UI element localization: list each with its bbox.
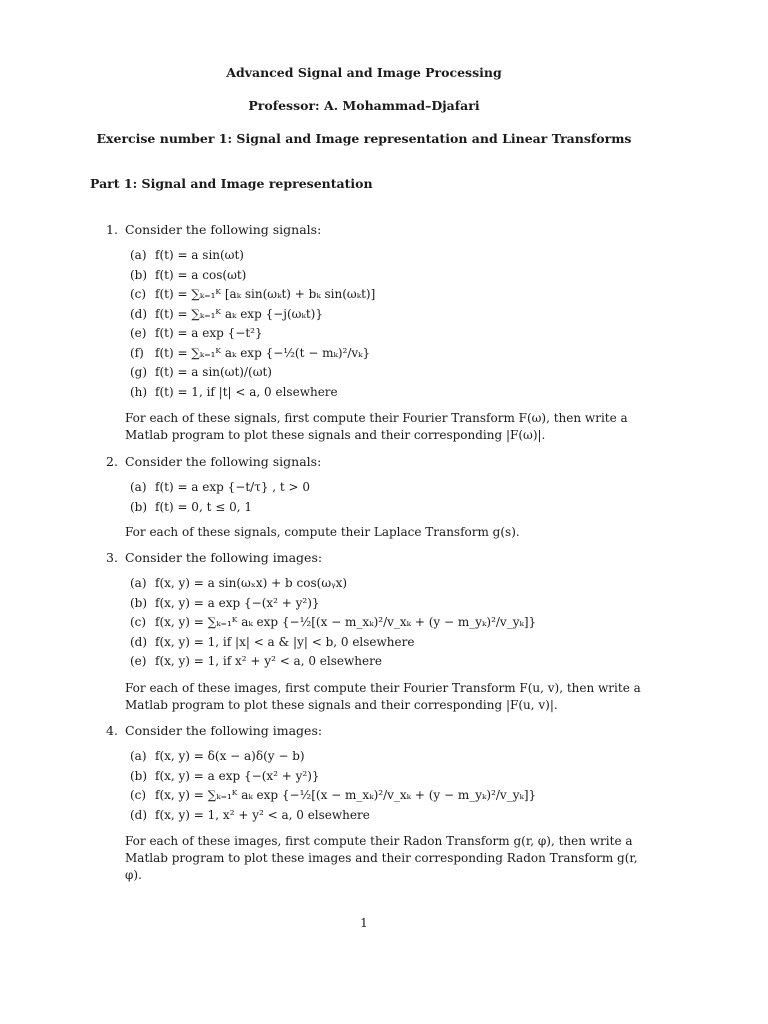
question-prompt: Consider the following images: xyxy=(125,550,323,565)
item-label: (c) xyxy=(130,615,147,629)
item-formula: f(x, y) = ∑ₖ₌₁ᴷ aₖ exp {−½[(x − m_xₖ)²/v_xₖ + (y − m_yₖ)²/v_yₖ]} xyxy=(155,788,537,802)
list-item xyxy=(130,786,536,806)
list-item xyxy=(130,613,536,633)
list-item xyxy=(130,344,375,364)
list-item xyxy=(130,747,536,767)
item-formula: f(t) = a cos(ωt) xyxy=(155,267,247,282)
question-4-note: For each of these images, first compute their Radon Transform g(r, φ), then write a Matlab program to plot these images and their corresponding Radon Transform g(r, φ). xyxy=(125,834,638,882)
item-label: (b) xyxy=(130,267,148,282)
question-1-items xyxy=(130,246,375,402)
question-prompt: Consider the following signals: xyxy=(125,454,322,469)
list-item xyxy=(130,652,536,672)
list-item xyxy=(130,383,375,403)
list-item xyxy=(130,478,310,498)
question-4 xyxy=(106,723,322,738)
item-formula: f(t) = 1, if |t| < a, 0 elsewhere xyxy=(155,384,338,399)
question-prompt: Consider the following images: xyxy=(125,723,323,738)
item-label: (h) xyxy=(130,384,148,399)
list-item xyxy=(130,574,536,594)
list-item xyxy=(130,305,375,325)
item-formula: f(t) = a exp {−t²} xyxy=(155,326,263,340)
list-item xyxy=(130,594,536,614)
question-3-note: For each of these images, first compute their Fourier Transform F(u, v), then write a Matlab program to plot these signals and their corresponding |F(u, v)|. xyxy=(125,681,641,712)
list-item xyxy=(130,363,375,383)
item-label: (d) xyxy=(130,807,148,822)
question-prompt: Consider the following signals: xyxy=(125,222,322,237)
item-label: (d) xyxy=(130,634,148,649)
item-label: (a) xyxy=(130,480,147,494)
list-item xyxy=(130,266,375,286)
question-1 xyxy=(106,222,321,237)
item-label: (a) xyxy=(130,248,147,262)
professor-line: Professor: A. Mohammad–Djafari xyxy=(248,98,480,113)
item-label: (b) xyxy=(130,595,148,610)
list-item xyxy=(130,806,536,826)
item-formula: f(x, y) = a exp {−(x² + y²)} xyxy=(155,595,320,610)
question-2 xyxy=(106,454,321,469)
question-3-items xyxy=(130,574,536,672)
item-label: (a) xyxy=(130,576,147,590)
list-item xyxy=(130,285,375,305)
list-item xyxy=(130,633,536,653)
item-label: (f) xyxy=(130,345,144,360)
item-formula: f(t) = a sin(ωt) xyxy=(155,248,244,262)
question-4-items xyxy=(130,747,536,825)
item-label: (b) xyxy=(130,499,148,514)
item-label: (g) xyxy=(130,365,148,379)
item-formula: f(x, y) = 1, if |x| < a & |y| < b, 0 elsewhere xyxy=(155,634,415,649)
item-label: (a) xyxy=(130,749,147,763)
question-number: 4. xyxy=(106,723,118,738)
item-formula: f(x, y) = 1, if x² + y² < a, 0 elsewhere xyxy=(155,654,382,668)
question-2-items xyxy=(130,478,310,517)
item-formula: f(t) = ∑ₖ₌₁ᴷ aₖ exp {−j(ωₖt)} xyxy=(155,306,323,321)
item-label: (b) xyxy=(130,768,148,783)
item-formula: f(t) = 0, t ≤ 0, 1 xyxy=(155,499,252,514)
question-3 xyxy=(106,550,322,565)
item-label: (e) xyxy=(130,654,147,668)
course-title: Advanced Signal and Image Processing xyxy=(226,65,502,80)
item-formula: f(t) = ∑ₖ₌₁ᴷ aₖ exp {−½(t − mₖ)²/vₖ} xyxy=(155,345,371,360)
list-item xyxy=(130,767,536,787)
item-formula: f(t) = a sin(ωt)/(ωt) xyxy=(155,365,272,379)
question-number: 3. xyxy=(106,550,118,565)
part-title: Part 1: Signal and Image representation xyxy=(90,176,373,191)
list-item xyxy=(130,246,375,266)
item-formula: f(t) = ∑ₖ₌₁ᴷ [aₖ sin(ωₖt) + bₖ sin(ωₖt)] xyxy=(155,287,376,301)
item-formula: f(x, y) = ∑ₖ₌₁ᴷ aₖ exp {−½[(x − m_xₖ)²/v_xₖ + (y − m_yₖ)²/v_yₖ]} xyxy=(155,615,537,629)
list-item xyxy=(130,324,375,344)
item-label: (c) xyxy=(130,287,147,301)
list-item xyxy=(130,498,310,518)
item-label: (c) xyxy=(130,788,147,802)
item-formula: f(x, y) = δ(x − a)δ(y − b) xyxy=(155,749,305,763)
question-number: 1. xyxy=(106,222,118,237)
item-formula: f(x, y) = a sin(ωₓx) + b cos(ωᵧx) xyxy=(155,576,348,590)
item-formula: f(x, y) = 1, x² + y² < a, 0 elsewhere xyxy=(155,807,370,822)
item-label: (e) xyxy=(130,326,147,340)
exercise-title: Exercise number 1: Signal and Image representation and Linear Transforms xyxy=(96,131,632,146)
page-number: 1 xyxy=(360,916,368,930)
question-2-note: For each of these signals, compute their Laplace Transform g(s). xyxy=(125,525,520,539)
question-number: 2. xyxy=(106,454,118,469)
item-formula: f(x, y) = a exp {−(x² + y²)} xyxy=(155,768,320,783)
question-1-note: For each of these signals, first compute their Fourier Transform F(ω), then write a Matlab program to plot these signals and their corresponding |F(ω)|. xyxy=(125,411,628,442)
item-label: (d) xyxy=(130,306,148,321)
item-formula: f(t) = a exp {−t/τ} , t > 0 xyxy=(155,480,311,494)
